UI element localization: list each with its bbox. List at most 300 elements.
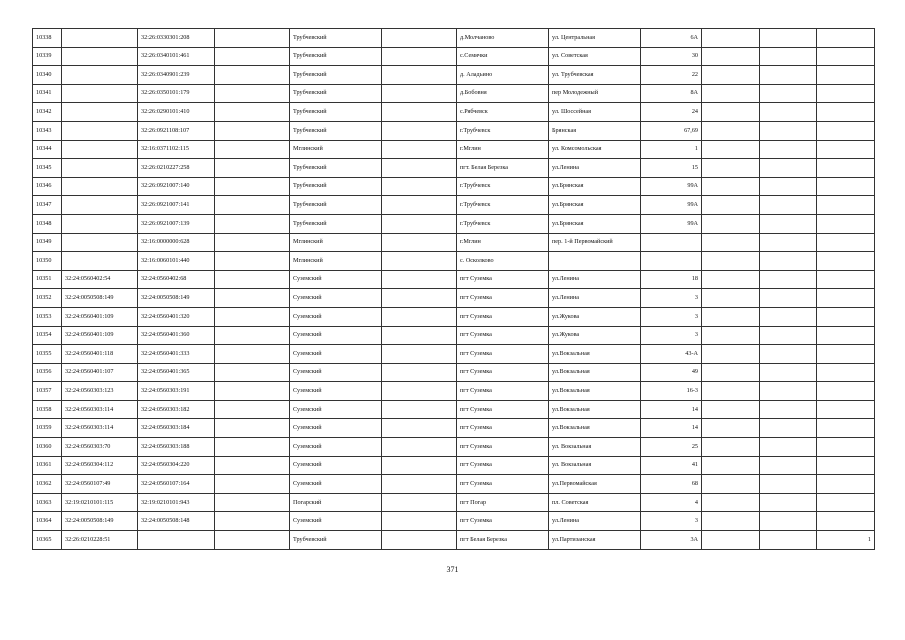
record-number-cell: 10350 (33, 252, 62, 271)
street-cell: ул. Вокзальная (549, 438, 641, 457)
district-cell: Трубчевский (290, 531, 382, 550)
blank-cell (760, 84, 817, 103)
blank-cell (382, 252, 457, 271)
registry-table-body (33, 29, 875, 550)
count-cell (817, 177, 875, 196)
settlement-cell: пгт Суземка (457, 382, 549, 401)
blank-cell (702, 531, 760, 550)
settlement-cell: пгт Погар (457, 493, 549, 512)
table-row (33, 84, 875, 103)
blank-cell (382, 29, 457, 48)
blank-cell (702, 345, 760, 364)
table-row (33, 419, 875, 438)
blank-cell (215, 140, 290, 159)
street-cell: ул.Вокзальная (549, 363, 641, 382)
count-cell (817, 47, 875, 66)
street-cell: ул. Центральная (549, 29, 641, 48)
settlement-cell: пгт Суземка (457, 345, 549, 364)
record-number-cell: 10348 (33, 214, 62, 233)
house-number-cell: 22 (641, 66, 702, 85)
old-cadastral-number-cell (62, 140, 138, 159)
table-row (33, 214, 875, 233)
blank-cell (215, 307, 290, 326)
table-row (33, 233, 875, 252)
street-cell: пл. Советская (549, 493, 641, 512)
record-number-cell: 10341 (33, 84, 62, 103)
house-number-cell: 15 (641, 159, 702, 178)
record-number-cell: 10356 (33, 363, 62, 382)
blank-cell (215, 289, 290, 308)
old-cadastral-number-cell (62, 252, 138, 271)
cadastral-number-cell: 32:26:0340901:239 (138, 66, 215, 85)
record-number-cell: 10364 (33, 512, 62, 531)
blank-cell (215, 438, 290, 457)
street-cell: ул.Жукова (549, 307, 641, 326)
blank-cell (382, 307, 457, 326)
table-row (33, 66, 875, 85)
page-number: 371 (446, 565, 459, 574)
blank-cell (215, 531, 290, 550)
settlement-cell: г.Трубчевск (457, 196, 549, 215)
record-number-cell: 10355 (33, 345, 62, 364)
count-cell (817, 140, 875, 159)
blank-cell (702, 326, 760, 345)
record-number-cell: 10361 (33, 456, 62, 475)
record-number-cell: 10342 (33, 103, 62, 122)
count-cell (817, 159, 875, 178)
blank-cell (702, 307, 760, 326)
house-number-cell: 8А (641, 84, 702, 103)
cadastral-number-cell: 32:24:0560303:182 (138, 400, 215, 419)
district-cell: Суземский (290, 475, 382, 494)
house-number-cell: 24 (641, 103, 702, 122)
blank-cell (382, 493, 457, 512)
table-row (33, 196, 875, 215)
blank-cell (382, 177, 457, 196)
blank-cell (215, 29, 290, 48)
cadastral-number-cell: 32:24:0560303:188 (138, 438, 215, 457)
blank-cell (215, 159, 290, 178)
settlement-cell: пгт Суземка (457, 326, 549, 345)
old-cadastral-number-cell (62, 233, 138, 252)
settlement-cell: с. Осколково (457, 252, 549, 271)
cadastral-number-cell: 32:24:0560401:360 (138, 326, 215, 345)
record-number-cell: 10354 (33, 326, 62, 345)
blank-cell (215, 66, 290, 85)
blank-cell (382, 47, 457, 66)
house-number-cell: 3 (641, 307, 702, 326)
table-row (33, 531, 875, 550)
blank-cell (760, 270, 817, 289)
blank-cell (760, 382, 817, 401)
house-number-cell: 1 (641, 140, 702, 159)
blank-cell (760, 159, 817, 178)
house-number-cell: 99А (641, 196, 702, 215)
old-cadastral-number-cell: 32:24:0560401:107 (62, 363, 138, 382)
old-cadastral-number-cell (62, 84, 138, 103)
old-cadastral-number-cell (62, 159, 138, 178)
cadastral-number-cell: 32:24:0050508:149 (138, 289, 215, 308)
street-cell: ул.Партизанская (549, 531, 641, 550)
settlement-cell: пгт Суземка (457, 512, 549, 531)
house-number-cell (641, 252, 702, 271)
blank-cell (382, 326, 457, 345)
count-cell (817, 289, 875, 308)
blank-cell (760, 512, 817, 531)
count-cell (817, 29, 875, 48)
blank-cell (215, 363, 290, 382)
blank-cell (760, 196, 817, 215)
blank-cell (382, 345, 457, 364)
cadastral-number-cell: 32:26:0290101:410 (138, 103, 215, 122)
house-number-cell: 30 (641, 47, 702, 66)
cadastral-number-cell: 32:19:0210101:943 (138, 493, 215, 512)
count-cell (817, 307, 875, 326)
blank-cell (702, 29, 760, 48)
street-cell: ул.Ленина (549, 512, 641, 531)
table-row (33, 307, 875, 326)
blank-cell (702, 121, 760, 140)
blank-cell (382, 103, 457, 122)
house-number-cell: 18 (641, 270, 702, 289)
old-cadastral-number-cell: 32:26:0210228:51 (62, 531, 138, 550)
district-cell: Трубчевский (290, 84, 382, 103)
table-row (33, 252, 875, 271)
old-cadastral-number-cell: 32:24:0560303:123 (62, 382, 138, 401)
settlement-cell: с.Семячки (457, 47, 549, 66)
table-row (33, 456, 875, 475)
house-number-cell: 49 (641, 363, 702, 382)
settlement-cell: д. Аладьино (457, 66, 549, 85)
count-cell (817, 512, 875, 531)
record-number-cell: 10343 (33, 121, 62, 140)
cadastral-number-cell (138, 531, 215, 550)
street-cell: ул.Ленина (549, 270, 641, 289)
count-cell (817, 438, 875, 457)
district-cell: Суземский (290, 512, 382, 531)
record-number-cell: 10363 (33, 493, 62, 512)
blank-cell (702, 493, 760, 512)
street-cell: ул.Вокзальная (549, 345, 641, 364)
blank-cell (382, 159, 457, 178)
settlement-cell: г.Трубчевск (457, 214, 549, 233)
table-row (33, 270, 875, 289)
blank-cell (215, 103, 290, 122)
old-cadastral-number-cell (62, 66, 138, 85)
blank-cell (215, 196, 290, 215)
cadastral-number-cell: 32:24:0560401:365 (138, 363, 215, 382)
cadastral-number-cell: 32:26:0921108:107 (138, 121, 215, 140)
record-number-cell: 10365 (33, 531, 62, 550)
table-row (33, 29, 875, 48)
table-row (33, 140, 875, 159)
district-cell: Суземский (290, 363, 382, 382)
blank-cell (760, 475, 817, 494)
blank-cell (760, 140, 817, 159)
district-cell: Суземский (290, 289, 382, 308)
blank-cell (702, 382, 760, 401)
table-row (33, 400, 875, 419)
district-cell: Суземский (290, 307, 382, 326)
district-cell: Трубчевский (290, 121, 382, 140)
blank-cell (382, 419, 457, 438)
record-number-cell: 10357 (33, 382, 62, 401)
street-cell: пер Молодежный (549, 84, 641, 103)
blank-cell (702, 512, 760, 531)
blank-cell (215, 419, 290, 438)
house-number-cell: 41 (641, 456, 702, 475)
cadastral-number-cell: 32:24:0560401:333 (138, 345, 215, 364)
settlement-cell: пгт Суземка (457, 400, 549, 419)
district-cell: Погарский (290, 493, 382, 512)
blank-cell (760, 326, 817, 345)
house-number-cell: 43-А (641, 345, 702, 364)
table-row (33, 177, 875, 196)
district-cell: Мглинский (290, 252, 382, 271)
old-cadastral-number-cell: 32:24:0560401:109 (62, 307, 138, 326)
district-cell: Суземский (290, 400, 382, 419)
record-number-cell: 10345 (33, 159, 62, 178)
record-number-cell: 10351 (33, 270, 62, 289)
street-cell: ул. Комсомольская (549, 140, 641, 159)
blank-cell (382, 475, 457, 494)
house-number-cell (641, 233, 702, 252)
district-cell: Трубчевский (290, 66, 382, 85)
blank-cell (382, 363, 457, 382)
blank-cell (702, 270, 760, 289)
street-cell: ул.Брянская (549, 196, 641, 215)
blank-cell (382, 214, 457, 233)
blank-cell (702, 400, 760, 419)
district-cell: Трубчевский (290, 177, 382, 196)
record-number-cell: 10358 (33, 400, 62, 419)
old-cadastral-number-cell: 32:24:0560303:114 (62, 419, 138, 438)
old-cadastral-number-cell (62, 177, 138, 196)
blank-cell (702, 419, 760, 438)
blank-cell (215, 493, 290, 512)
cadastral-number-cell: 32:16:0000000:628 (138, 233, 215, 252)
settlement-cell: с.Рябчевск (457, 103, 549, 122)
blank-cell (702, 475, 760, 494)
blank-cell (702, 159, 760, 178)
count-cell (817, 233, 875, 252)
blank-cell (215, 456, 290, 475)
settlement-cell: г.Мглин (457, 233, 549, 252)
blank-cell (760, 47, 817, 66)
blank-cell (215, 326, 290, 345)
district-cell: Трубчевский (290, 214, 382, 233)
settlement-cell: пгт Суземка (457, 289, 549, 308)
blank-cell (702, 233, 760, 252)
count-cell (817, 326, 875, 345)
blank-cell (760, 233, 817, 252)
record-number-cell: 10339 (33, 47, 62, 66)
count-cell (817, 382, 875, 401)
blank-cell (760, 66, 817, 85)
settlement-cell: г.Трубчевск (457, 121, 549, 140)
record-number-cell: 10340 (33, 66, 62, 85)
blank-cell (702, 177, 760, 196)
house-number-cell: 16-3 (641, 382, 702, 401)
district-cell: Мглинский (290, 140, 382, 159)
blank-cell (702, 66, 760, 85)
blank-cell (215, 475, 290, 494)
settlement-cell: пгт Суземка (457, 475, 549, 494)
street-cell: пер. 1-й Первомайский (549, 233, 641, 252)
district-cell: Суземский (290, 438, 382, 457)
street-cell: ул. Вокзальная (549, 456, 641, 475)
count-cell (817, 475, 875, 494)
old-cadastral-number-cell (62, 196, 138, 215)
house-number-cell: 3 (641, 512, 702, 531)
old-cadastral-number-cell (62, 29, 138, 48)
settlement-cell: г.Мглин (457, 140, 549, 159)
settlement-cell: пгт Суземка (457, 456, 549, 475)
house-number-cell: 3 (641, 289, 702, 308)
settlement-cell: пгт. Белая Березка (457, 159, 549, 178)
count-cell (817, 270, 875, 289)
settlement-cell: пгт Суземка (457, 307, 549, 326)
blank-cell (760, 121, 817, 140)
district-cell: Суземский (290, 326, 382, 345)
blank-cell (382, 289, 457, 308)
table-row (33, 345, 875, 364)
blank-cell (382, 512, 457, 531)
table-row (33, 159, 875, 178)
blank-cell (760, 252, 817, 271)
district-cell: Суземский (290, 382, 382, 401)
table-row (33, 103, 875, 122)
blank-cell (760, 400, 817, 419)
old-cadastral-number-cell (62, 121, 138, 140)
blank-cell (215, 233, 290, 252)
table-row (33, 121, 875, 140)
table-row (33, 438, 875, 457)
street-cell: ул.Брянская (549, 214, 641, 233)
cadastral-number-cell: 32:24:0560107:164 (138, 475, 215, 494)
district-cell: Трубчевский (290, 103, 382, 122)
district-cell: Суземский (290, 270, 382, 289)
blank-cell (760, 29, 817, 48)
blank-cell (215, 382, 290, 401)
record-number-cell: 10359 (33, 419, 62, 438)
blank-cell (702, 363, 760, 382)
blank-cell (702, 47, 760, 66)
blank-cell (760, 177, 817, 196)
record-number-cell: 10362 (33, 475, 62, 494)
settlement-cell: д.Бобовня (457, 84, 549, 103)
old-cadastral-number-cell: 32:19:0210101:115 (62, 493, 138, 512)
district-cell: Суземский (290, 419, 382, 438)
blank-cell (382, 456, 457, 475)
blank-cell (702, 103, 760, 122)
blank-cell (760, 289, 817, 308)
blank-cell (382, 270, 457, 289)
old-cadastral-number-cell: 32:24:0560401:109 (62, 326, 138, 345)
count-cell (817, 121, 875, 140)
cadastral-number-cell: 32:24:0560401:320 (138, 307, 215, 326)
old-cadastral-number-cell (62, 103, 138, 122)
blank-cell (760, 345, 817, 364)
old-cadastral-number-cell (62, 47, 138, 66)
cadastral-number-cell: 32:16:0060101:440 (138, 252, 215, 271)
old-cadastral-number-cell: 32:24:0560402:54 (62, 270, 138, 289)
blank-cell (760, 456, 817, 475)
count-cell (817, 345, 875, 364)
street-cell: ул.Первомайская (549, 475, 641, 494)
district-cell: Мглинский (290, 233, 382, 252)
blank-cell (215, 252, 290, 271)
settlement-cell: пгт Суземка (457, 419, 549, 438)
cadastral-number-cell: 32:26:0350101:179 (138, 84, 215, 103)
cadastral-number-cell: 32:24:0560304:220 (138, 456, 215, 475)
record-number-cell: 10344 (33, 140, 62, 159)
blank-cell (382, 196, 457, 215)
count-cell (817, 214, 875, 233)
house-number-cell: 14 (641, 419, 702, 438)
record-number-cell: 10353 (33, 307, 62, 326)
blank-cell (760, 363, 817, 382)
district-cell: Трубчевский (290, 47, 382, 66)
registry-sheet (32, 28, 874, 550)
blank-cell (760, 419, 817, 438)
record-number-cell: 10347 (33, 196, 62, 215)
cadastral-number-cell: 32:26:0921007:139 (138, 214, 215, 233)
district-cell: Трубчевский (290, 196, 382, 215)
blank-cell (760, 103, 817, 122)
house-number-cell: 68 (641, 475, 702, 494)
old-cadastral-number-cell: 32:24:0560303:114 (62, 400, 138, 419)
table-row (33, 326, 875, 345)
old-cadastral-number-cell (62, 214, 138, 233)
old-cadastral-number-cell: 32:24:0050508:149 (62, 289, 138, 308)
blank-cell (760, 531, 817, 550)
cadastral-number-cell: 32:26:0340101:461 (138, 47, 215, 66)
street-cell: ул. Советская (549, 47, 641, 66)
cadastral-number-cell: 32:26:0330301:208 (138, 29, 215, 48)
blank-cell (760, 493, 817, 512)
blank-cell (702, 84, 760, 103)
street-cell: ул. Трубчевская (549, 66, 641, 85)
blank-cell (760, 214, 817, 233)
count-cell (817, 363, 875, 382)
blank-cell (215, 512, 290, 531)
blank-cell (215, 345, 290, 364)
count-cell (817, 84, 875, 103)
blank-cell (382, 531, 457, 550)
blank-cell (760, 307, 817, 326)
old-cadastral-number-cell: 32:24:0560401:118 (62, 345, 138, 364)
table-row (33, 512, 875, 531)
old-cadastral-number-cell: 32:24:0560107:49 (62, 475, 138, 494)
cadastral-number-cell: 32:16:0371102:115 (138, 140, 215, 159)
table-row (33, 47, 875, 66)
blank-cell (215, 400, 290, 419)
house-number-cell: 3А (641, 531, 702, 550)
house-number-cell: 6А (641, 29, 702, 48)
district-cell: Трубчевский (290, 159, 382, 178)
cadastral-number-cell: 32:26:0210227:258 (138, 159, 215, 178)
district-cell: Трубчевский (290, 29, 382, 48)
street-cell: ул. Шоссейная (549, 103, 641, 122)
settlement-cell: пгт Суземка (457, 438, 549, 457)
blank-cell (382, 400, 457, 419)
table-row (33, 363, 875, 382)
record-number-cell: 10349 (33, 233, 62, 252)
registry-table (32, 28, 875, 550)
house-number-cell: 67,69 (641, 121, 702, 140)
blank-cell (382, 121, 457, 140)
